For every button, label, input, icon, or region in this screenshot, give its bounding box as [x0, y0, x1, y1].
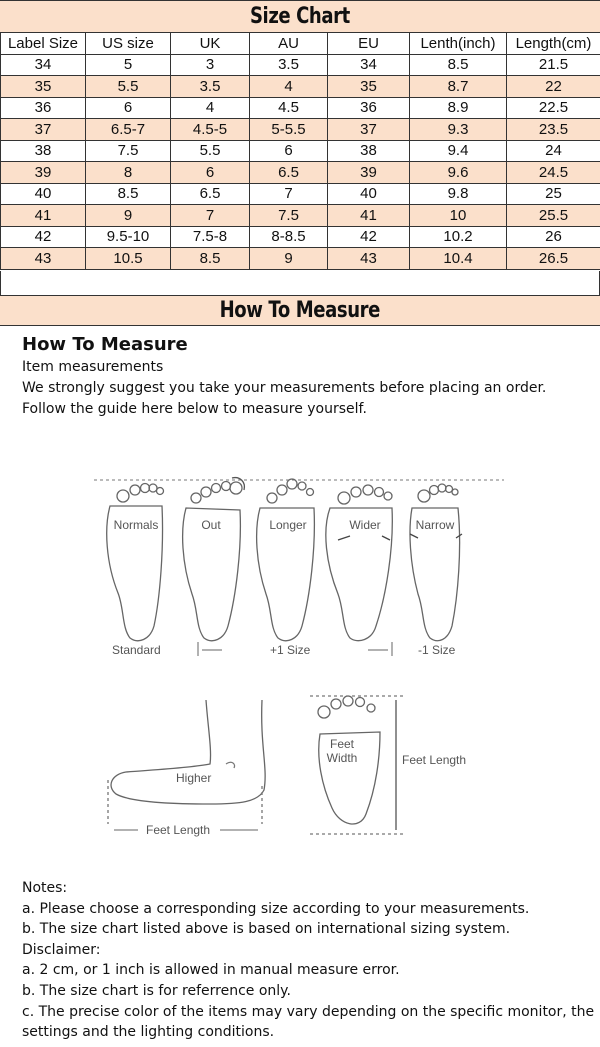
table-cell: 43 — [328, 248, 410, 270]
table-cell: 8.5 — [410, 54, 507, 76]
foot-wider-illustration — [326, 485, 392, 641]
table-row — [1, 205, 600, 227]
table-cell: 34 — [1, 54, 86, 76]
notes-title: Notes: — [22, 880, 68, 896]
table-cell: 4.5-5 — [171, 119, 250, 141]
measure-line: Follow the guide here below to measure yourself. — [22, 401, 367, 417]
table-cell: 35 — [1, 76, 86, 98]
col-header-us-size: US size — [86, 33, 171, 55]
table-row — [1, 162, 600, 184]
table-cell: 38 — [1, 140, 86, 162]
table-spacer-row — [0, 271, 600, 295]
size-chart-banner — [0, 0, 600, 33]
feet-width-label: Feet — [329, 737, 355, 751]
note-item: a. Please choose a corresponding size according to your measurements. — [22, 900, 530, 917]
table-cell: 7.5-8 — [171, 226, 250, 248]
table-cell: 8-8.5 — [250, 226, 328, 248]
table-row — [1, 76, 600, 98]
table-cell: 9.5-10 — [86, 226, 171, 248]
table-cell: 25.5 — [507, 205, 600, 227]
table-cell: 6.5 — [171, 183, 250, 205]
table-cell: 9.6 — [410, 162, 507, 184]
table-cell: 35 — [328, 76, 410, 98]
foot-narrow-illustration — [410, 484, 462, 641]
how-to-measure-section — [22, 334, 592, 420]
foot-side-view-illustration — [108, 700, 265, 824]
table-header-row — [1, 33, 600, 55]
table-cell: 40 — [328, 183, 410, 205]
table-cell: 5 — [86, 54, 171, 76]
table-cell: 8.7 — [410, 76, 507, 98]
feet-length-side-label: Feet Length — [146, 823, 211, 837]
foot-type-label: Narrow — [415, 518, 455, 532]
col-header-uk: UK — [171, 33, 250, 55]
table-cell: 40 — [1, 183, 86, 205]
table-cell: 7.5 — [86, 140, 171, 162]
table-cell: 7.5 — [250, 205, 328, 227]
table-cell: 42 — [1, 226, 86, 248]
table-cell: 6 — [250, 140, 328, 162]
measure-line: We strongly suggest you take your measurements before placing an order. — [22, 380, 547, 396]
table-cell: 39 — [328, 162, 410, 184]
table-cell: 4 — [171, 97, 250, 119]
table-cell: 7 — [171, 205, 250, 227]
table-cell: 5.5 — [86, 76, 171, 98]
table-cell: 25 — [507, 183, 600, 205]
table-cell: 5-5.5 — [250, 119, 328, 141]
foot-type-label: Wider — [349, 518, 381, 532]
table-cell: 9 — [86, 205, 171, 227]
table-cell: 7 — [250, 183, 328, 205]
table-cell: 9 — [250, 248, 328, 270]
table-cell: 3.5 — [250, 54, 328, 76]
table-cell: 6.5-7 — [86, 119, 171, 141]
feet-length-label: Feet Length — [402, 753, 467, 767]
foot-measurement-diagram — [90, 468, 510, 848]
how-to-measure-banner — [0, 295, 600, 326]
table-row — [1, 248, 600, 270]
table-cell: 8.9 — [410, 97, 507, 119]
table-cell: 39 — [1, 162, 86, 184]
note-item: b. The size chart listed above is based on international sizing system. — [22, 921, 511, 938]
standard-size-label: Standard — [112, 643, 161, 657]
feet-width-label: Width — [326, 751, 358, 765]
disclaimer-item: a. 2 cm, or 1 inch is allowed in manual measure error. — [22, 962, 400, 979]
table-cell: 41 — [328, 205, 410, 227]
plus-size-label: +1 Size — [270, 643, 311, 657]
table-cell: 4 — [250, 76, 328, 98]
table-cell: 9.4 — [410, 140, 507, 162]
size-chart-table — [0, 32, 600, 270]
table-cell: 42 — [328, 226, 410, 248]
table-cell: 24 — [507, 140, 600, 162]
table-cell: 26 — [507, 226, 600, 248]
table-cell: 36 — [328, 97, 410, 119]
table-cell: 3 — [171, 54, 250, 76]
foot-sole-illustration — [310, 696, 404, 834]
table-row — [1, 119, 600, 141]
disclaimer-title: Disclaimer: — [22, 941, 101, 958]
col-header-eu: EU — [328, 33, 410, 55]
table-row — [1, 54, 600, 76]
foot-out-illustration — [183, 478, 245, 641]
table-cell: 8.5 — [86, 183, 171, 205]
table-cell: 8 — [86, 162, 171, 184]
size-chart-title: Size Chart — [250, 4, 350, 29]
table-cell: 9.8 — [410, 183, 507, 205]
table-cell: 38 — [328, 140, 410, 162]
table-row — [1, 226, 600, 248]
table-cell: 4.5 — [250, 97, 328, 119]
foot-normal-illustration — [107, 484, 164, 641]
measure-line: Item measurements — [22, 359, 164, 375]
table-cell: 37 — [328, 119, 410, 141]
disclaimer-item: b. The size chart is for referrence only. — [22, 982, 291, 999]
foot-type-label: Out — [201, 518, 221, 532]
table-row — [1, 183, 600, 205]
table-cell: 24.5 — [507, 162, 600, 184]
table-cell: 26.5 — [507, 248, 600, 270]
col-header-label-size: Label Size — [1, 33, 86, 55]
disclaimer-item: c. The precise color of the items may vary depending on the specific monitor, the settings and the lighting conditions. — [22, 1003, 595, 1041]
table-cell: 6 — [86, 97, 171, 119]
table-cell: 36 — [1, 97, 86, 119]
table-cell: 37 — [1, 119, 86, 141]
col-header-length-inch: Lenth(inch) — [410, 33, 507, 55]
foot-longer-illustration — [257, 479, 315, 641]
foot-type-label: Longer — [269, 518, 307, 532]
table-cell: 6 — [171, 162, 250, 184]
how-to-measure-heading: How To Measure — [22, 334, 188, 355]
foot-type-label: Normals — [113, 518, 159, 532]
table-cell: 22.5 — [507, 97, 600, 119]
table-cell: 41 — [1, 205, 86, 227]
table-cell: 21.5 — [507, 54, 600, 76]
how-to-measure-banner-title: How To Measure — [219, 298, 381, 323]
table-cell: 10.5 — [86, 248, 171, 270]
minus-size-label: -1 Size — [418, 643, 456, 657]
table-cell: 10.4 — [410, 248, 507, 270]
table-cell: 10 — [410, 205, 507, 227]
table-cell: 10.2 — [410, 226, 507, 248]
table-cell: 6.5 — [250, 162, 328, 184]
table-cell: 23.5 — [507, 119, 600, 141]
table-row — [1, 140, 600, 162]
table-cell: 9.3 — [410, 119, 507, 141]
col-header-au: AU — [250, 33, 328, 55]
table-cell: 8.5 — [171, 248, 250, 270]
notes-section — [22, 878, 597, 1043]
table-cell: 5.5 — [171, 140, 250, 162]
higher-label: Higher — [176, 771, 212, 785]
col-header-length-cm: Length(cm) — [507, 33, 600, 55]
table-cell: 34 — [328, 54, 410, 76]
table-cell: 43 — [1, 248, 86, 270]
table-cell: 3.5 — [171, 76, 250, 98]
table-row — [1, 97, 600, 119]
table-cell: 22 — [507, 76, 600, 98]
